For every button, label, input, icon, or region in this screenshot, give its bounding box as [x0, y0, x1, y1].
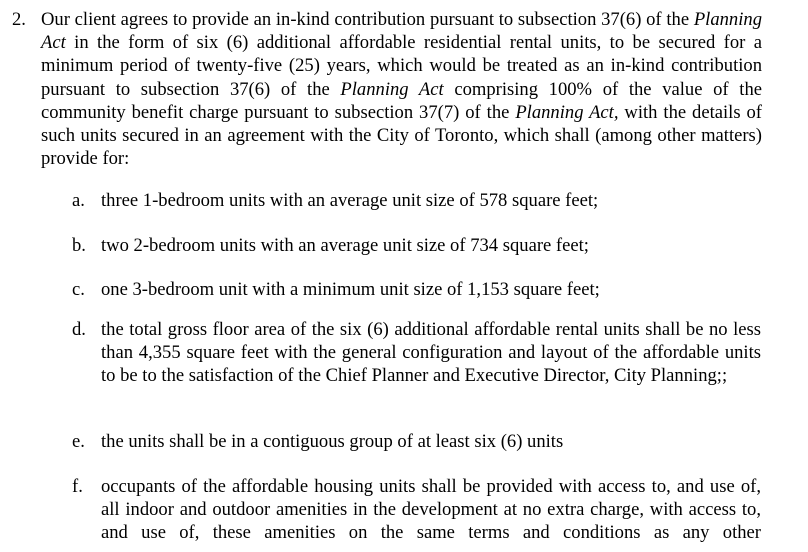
planning-act-reference-2: Planning Act [340, 78, 444, 100]
paragraph-text-4: with the details of such units secured in an agreement with the City of Toronto, which shall (among other matters) provide for: [41, 101, 762, 170]
subitem-a [72, 189, 764, 212]
subitem-text: three 1-bedroom units with an average unit size of 578 square feet; [101, 190, 599, 211]
planning-act-reference-1: Planning Act [41, 9, 762, 54]
subitem-label: a. [72, 190, 85, 211]
paragraph-text-3: comprising 100% of the value of the community benefit charge pursuant to subsection 37(7) of the [41, 78, 762, 123]
subitem-text: the total gross floor area of the six (6) additional affordable rental units shall be no less than 4,355 square feet with the general configuration and layout of the affordable units to be to the satisfaction of the Chief Planner and Executive Director, City Planning;; [101, 319, 761, 387]
subitem-label: e. [72, 431, 85, 452]
paragraph-text-2: in the form of six (6) additional affordable residential rental units, to be secured for a minimum period of twenty-five (25) years, which would be treated as an in-kind contribution pursuant to subsection 37(6) of the [41, 32, 762, 100]
subitem-f [72, 475, 764, 545]
subitem-text: the units shall be in a contiguous group of at least six (6) units [101, 431, 564, 452]
subitem-d [72, 318, 764, 388]
subitem-label: c. [72, 279, 85, 300]
subitem-text: two 2-bedroom units with an average unit size of 734 square feet; [101, 235, 589, 256]
subitem-e [72, 430, 764, 453]
paragraph-body [41, 8, 762, 170]
paragraph-number: 2. [12, 9, 26, 30]
subitem-c [72, 278, 764, 301]
planning-act-reference-3: Planning Act, [515, 101, 619, 123]
paragraph-text-1: Our client agrees to provide an in-kind contribution pursuant to subsection 37(6) of the [41, 9, 694, 30]
subitem-label: d. [72, 319, 86, 340]
subitem-label: b. [72, 235, 86, 256]
subitem-text: occupants of the affordable housing units shall be provided with access to, and use of, all indoor and outdoor amenities in the development at no extra charge, with access to, and use of, these amenities on the same terms and conditions as any other [101, 476, 761, 544]
paragraph-2 [12, 8, 764, 170]
subitem-label: f. [72, 476, 83, 497]
subitem-text: one 3-bedroom unit with a minimum unit size of 1,153 square feet; [101, 279, 600, 300]
subitem-b [72, 234, 764, 257]
